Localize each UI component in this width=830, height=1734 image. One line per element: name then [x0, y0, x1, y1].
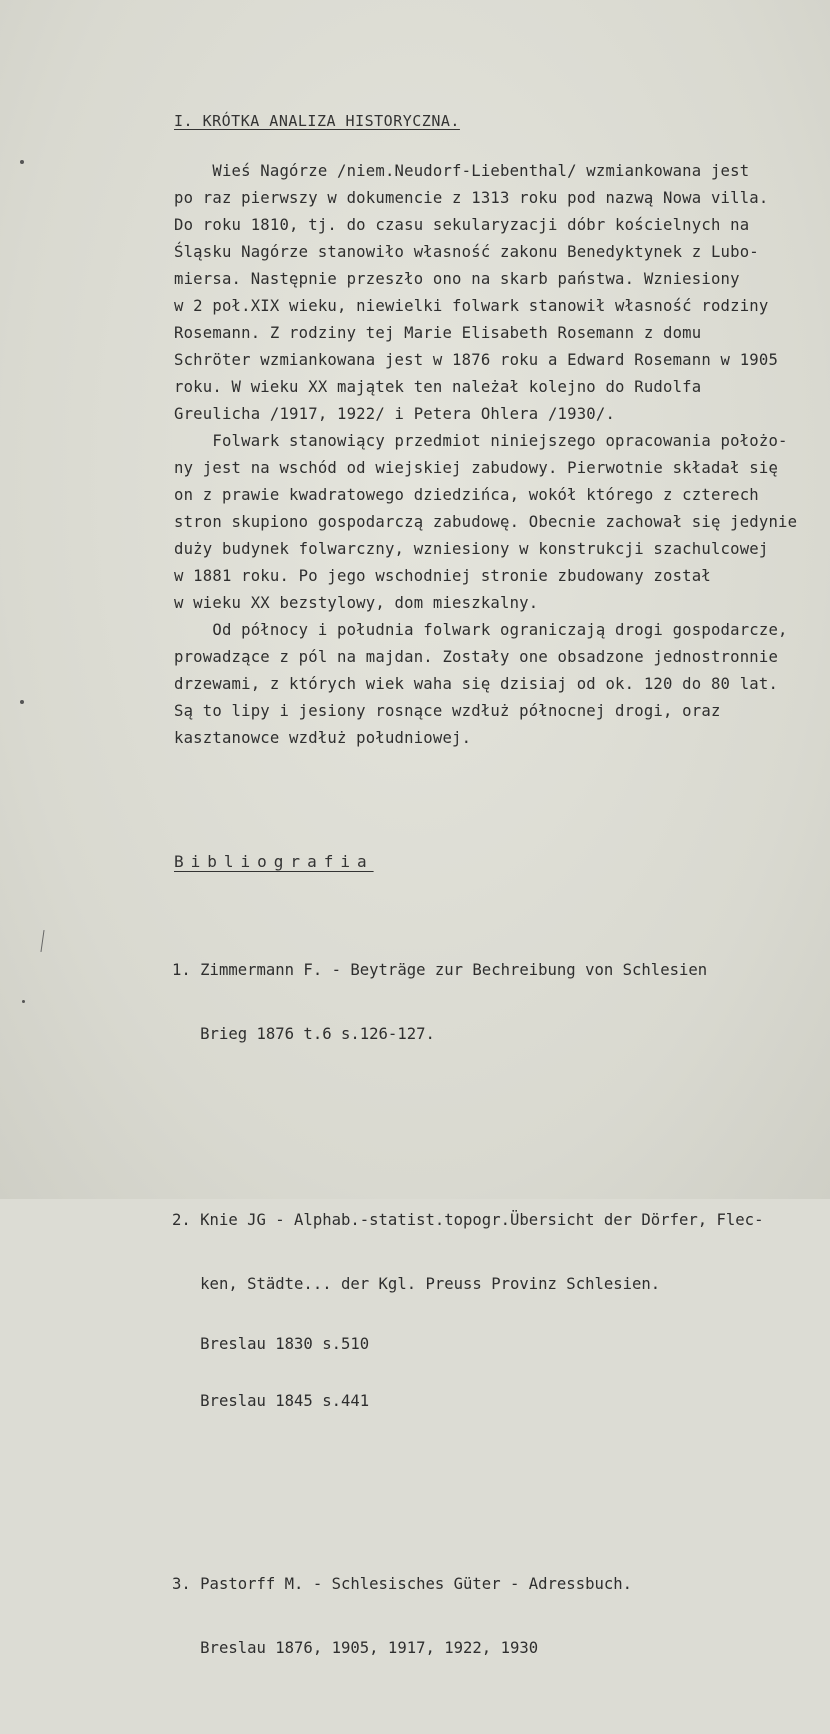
body-line: Są to lipy i jesiony rosnące wzdłuż północnej drogi, oraz — [174, 702, 721, 720]
bibliography-line: Breslau 1876, 1905, 1917, 1922, 1930 — [172, 1639, 539, 1657]
body-line: roku. W wieku XX majątek ten należał kolejno do Rudolfa — [174, 378, 702, 396]
body-line: Greulicha /1917, 1922/ i Petera Ohlera /1930/. — [174, 405, 616, 423]
body-line: w wieku XX bezstylowy, dom mieszkalny. — [174, 594, 539, 612]
bibliography-subline: Breslau 1845 s.441 — [172, 1392, 370, 1410]
margin-dot — [20, 160, 24, 164]
bibliography-subline: Breslau 1830 s.510 — [172, 1335, 370, 1353]
body-line: prowadzące z pól na majdan. Zostały one obsadzone jednostronnie — [174, 648, 779, 666]
bibliography-line: 2. Knie JG - Alphab.-statist.topogr.Übersicht der Dörfer, Flec- — [172, 1211, 764, 1229]
section-heading: I. KRÓTKA ANALIZA HISTORYCZNA. — [174, 112, 460, 130]
margin-dot — [20, 700, 24, 704]
body-line: Do roku 1810, tj. do czasu sekularyzacji dóbr kościelnych na — [174, 216, 750, 234]
bibliography-line: Brieg 1876 t.6 s.126-127. — [172, 1025, 435, 1043]
body-line: Rosemann. Z rodziny tej Marie Elisabeth Rosemann z domu — [174, 324, 702, 342]
body-line: w 1881 roku. Po jego wschodniej stronie zbudowany został — [174, 567, 711, 585]
body-line: on z prawie kwadratowego dziedzińca, wokół którego z czterech — [174, 486, 759, 504]
bibliography-title: Bibliografia — [174, 852, 374, 871]
body-line: kasztanowce wzdłuż południowej. — [174, 729, 472, 747]
bibliography-line: 3. Pastorff M. - Schlesisches Güter - Adressbuch. — [172, 1575, 633, 1593]
body-line: stron skupiono gospodarczą zabudowę. Obecnie zachował się jedynie — [174, 513, 798, 531]
body-text — [174, 158, 814, 752]
body-line: miersa. Następnie przeszło ono na skarb państwa. Wzniesiony — [174, 270, 740, 288]
margin-mark — [40, 930, 44, 952]
body-line: Schröter wzmiankowana jest w 1876 roku a Edward Rosemann w 1905 — [174, 351, 779, 369]
bibliography-list — [172, 884, 817, 1734]
body-line: w 2 poł.XIX wieku, niewielki folwark stanowił własność rodziny — [174, 297, 769, 315]
bibliography-line: 1. Zimmermann F. - Beyträge zur Bechreibung von Schlesien — [172, 961, 708, 979]
bibliography-entry — [172, 1534, 817, 1698]
bibliography-entry — [172, 920, 817, 1084]
body-line: duży budynek folwarczny, wzniesiony w konstrukcji szachulcowej — [174, 540, 769, 558]
body-line: Wieś Nagórze /niem.Neudorf-Liebenthal/ wzmiankowana jest — [174, 162, 750, 180]
bibliography-entry — [172, 1170, 817, 1448]
body-line: Od północy i południa folwark ograniczają drogi gospodarcze, — [174, 621, 788, 639]
margin-dot — [22, 1000, 25, 1003]
body-line: ny jest na wschód od wiejskiej zabudowy. Pierwotnie składał się — [174, 459, 779, 477]
bibliography-line: ken, Städte... der Kgl. Preuss Provinz Schlesien. — [172, 1275, 661, 1293]
body-line: Śląsku Nagórze stanowiło własność zakonu Benedyktynek z Lubo- — [174, 243, 759, 261]
body-line: drzewami, z których wiek waha się dzisiaj od ok. 120 do 80 lat. — [174, 675, 779, 693]
body-line: Folwark stanowiący przedmiot niniejszego opracowania położo- — [174, 432, 788, 450]
body-line: po raz pierwszy w dokumencie z 1313 roku pod nazwą Nowa villa. — [174, 189, 769, 207]
